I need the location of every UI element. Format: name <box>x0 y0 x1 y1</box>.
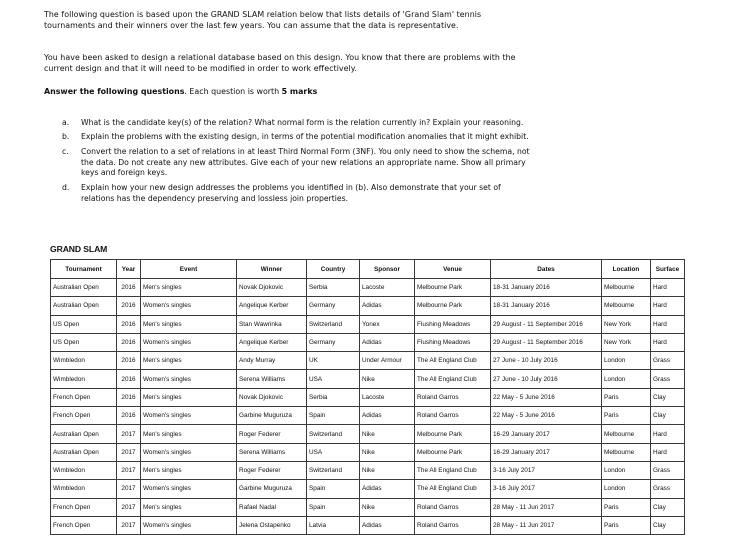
table-row <box>51 315 685 333</box>
table-header-row <box>51 260 685 279</box>
cell-winner: Serena Williams <box>237 443 307 461</box>
cell-surface: Clay <box>651 388 685 406</box>
table-row <box>51 407 685 425</box>
cell-sponsor: Nike <box>360 498 415 516</box>
cell-venue: Roland Garros <box>415 407 491 425</box>
cell-location: New York <box>602 333 651 351</box>
cell-year: 2016 <box>117 407 141 425</box>
table-title: GRAND SLAM <box>50 244 108 254</box>
cell-dates: 18-31 January 2016 <box>491 279 602 297</box>
cell-tournament: Wimbledon <box>51 480 117 498</box>
cell-country: USA <box>307 370 360 388</box>
cell-winner: Andy Murray <box>237 352 307 370</box>
cell-venue: Flushing Meadows <box>415 333 491 351</box>
cell-dates: 27 June - 10 July 2016 <box>491 352 602 370</box>
table-row <box>51 498 685 516</box>
cell-dates: 28 May - 11 Jun 2017 <box>491 516 602 534</box>
cell-surface: Grass <box>651 461 685 479</box>
cell-dates: 22 May - 5 June 2016 <box>491 388 602 406</box>
question-text: Explain the problems with the existing design, in terms of the potential modification anomalies that it might exhibit. <box>81 132 529 142</box>
cell-year: 2016 <box>117 297 141 315</box>
grand-slam-table <box>50 259 685 535</box>
cell-country: Spain <box>307 407 360 425</box>
cell-winner: Rafael Nadal <box>237 498 307 516</box>
cell-country: Germany <box>307 333 360 351</box>
cell-sponsor: Adidas <box>360 407 415 425</box>
cell-venue: The All England Club <box>415 461 491 479</box>
cell-sponsor: Nike <box>360 425 415 443</box>
cell-venue: The All England Club <box>415 352 491 370</box>
cell-location: London <box>602 370 651 388</box>
cell-sponsor: Under Armour <box>360 352 415 370</box>
cell-surface: Grass <box>651 480 685 498</box>
cell-sponsor: Yonex <box>360 315 415 333</box>
table-row <box>51 480 685 498</box>
cell-winner: Garbine Muguruza <box>237 480 307 498</box>
column-header-location: Location <box>602 260 651 279</box>
cell-winner: Serena Williams <box>237 370 307 388</box>
cell-surface: Hard <box>651 297 685 315</box>
cell-country: Latvia <box>307 516 360 534</box>
column-header-venue: Venue <box>415 260 491 279</box>
cell-dates: 16-29 January 2017 <box>491 425 602 443</box>
table-row <box>51 443 685 461</box>
cell-tournament: Wimbledon <box>51 352 117 370</box>
cell-surface: Hard <box>651 279 685 297</box>
cell-location: New York <box>602 315 651 333</box>
cell-dates: 27 June - 10 July 2016 <box>491 370 602 388</box>
cell-tournament: Australian Open <box>51 279 117 297</box>
cell-winner: Roger Federer <box>237 425 307 443</box>
cell-surface: Clay <box>651 407 685 425</box>
cell-event: Men's singles <box>141 388 237 406</box>
cell-location: Paris <box>602 498 651 516</box>
cell-sponsor: Nike <box>360 443 415 461</box>
cell-location: Paris <box>602 516 651 534</box>
cell-surface: Grass <box>651 370 685 388</box>
cell-year: 2016 <box>117 352 141 370</box>
cell-tournament: Australian Open <box>51 425 117 443</box>
cell-country: Switzerland <box>307 425 360 443</box>
cell-dates: 29 August - 11 September 2016 <box>491 315 602 333</box>
question-text: Convert the relation to a set of relations in at least Third Normal Form (3NF). You only need to show the schema, not the data. Do not create any new attributes. Give each of your new relations an appropriate name. Show all primary keys and foreign keys. <box>81 146 530 178</box>
cell-year: 2016 <box>117 315 141 333</box>
cell-country: Switzerland <box>307 461 360 479</box>
cell-venue: The All England Club <box>415 480 491 498</box>
cell-event: Women's singles <box>141 407 237 425</box>
instructions-rest: . Each question is worth <box>184 87 282 96</box>
cell-winner: Roger Federer <box>237 461 307 479</box>
cell-tournament: French Open <box>51 516 117 534</box>
table-row <box>51 370 685 388</box>
cell-event: Women's singles <box>141 333 237 351</box>
question-letter: c. <box>62 146 69 156</box>
cell-location: Melbourne <box>602 297 651 315</box>
column-header-sponsor: Sponsor <box>360 260 415 279</box>
cell-dates: 28 May - 11 Jun 2017 <box>491 498 602 516</box>
cell-winner: Jelena Ostapenko <box>237 516 307 534</box>
cell-location: Melbourne <box>602 425 651 443</box>
cell-year: 2017 <box>117 425 141 443</box>
cell-sponsor: Lacoste <box>360 279 415 297</box>
question-item <box>62 183 532 205</box>
column-header-dates: Dates <box>491 260 602 279</box>
question-letter: a. <box>62 118 70 127</box>
question-item <box>62 118 532 129</box>
table-row <box>51 388 685 406</box>
table-row <box>51 461 685 479</box>
cell-sponsor: Adidas <box>360 480 415 498</box>
cell-location: Melbourne <box>602 279 651 297</box>
question-list <box>62 118 532 208</box>
intro-paragraph-2: You have been asked to design a relational database based on this design. You know that there are problems with the current design and that it will need to be modified in order to work effectively. <box>44 53 516 74</box>
cell-event: Men's singles <box>141 461 237 479</box>
question-item <box>62 132 532 143</box>
cell-tournament: US Open <box>51 315 117 333</box>
cell-sponsor: Nike <box>360 370 415 388</box>
cell-venue: Flushing Meadows <box>415 315 491 333</box>
table-row <box>51 425 685 443</box>
cell-venue: Melbourne Park <box>415 297 491 315</box>
cell-dates: 3-16 July 2017 <box>491 480 602 498</box>
cell-location: London <box>602 461 651 479</box>
cell-venue: Roland Garros <box>415 516 491 534</box>
column-header-winner: Winner <box>237 260 307 279</box>
cell-sponsor: Adidas <box>360 333 415 351</box>
cell-event: Women's singles <box>141 297 237 315</box>
cell-winner: Angelique Kerber <box>237 297 307 315</box>
cell-dates: 22 May - 5 June 2016 <box>491 407 602 425</box>
cell-venue: Roland Garros <box>415 388 491 406</box>
cell-year: 2017 <box>117 480 141 498</box>
table-row <box>51 279 685 297</box>
cell-dates: 3-16 July 2017 <box>491 461 602 479</box>
cell-surface: Hard <box>651 315 685 333</box>
column-header-year: Year <box>117 260 141 279</box>
cell-venue: Roland Garros <box>415 498 491 516</box>
cell-event: Women's singles <box>141 443 237 461</box>
cell-dates: 18-31 January 2016 <box>491 297 602 315</box>
question-text: Explain how your new design addresses the problems you identified in (b). Also demonstrate that your set of relations has the dependency preserving and lossless join properties. <box>81 182 501 203</box>
column-header-surface: Surface <box>651 260 685 279</box>
cell-year: 2016 <box>117 333 141 351</box>
question-text: What is the candidate key(s) of the relation? What normal form is the relation currently in? Explain your reasoning. <box>81 118 524 127</box>
cell-year: 2017 <box>117 498 141 516</box>
table-row <box>51 333 685 351</box>
cell-surface: Grass <box>651 352 685 370</box>
cell-surface: Hard <box>651 333 685 351</box>
cell-country: Spain <box>307 498 360 516</box>
cell-tournament: Australian Open <box>51 297 117 315</box>
cell-country: UK <box>307 352 360 370</box>
cell-dates: 29 August - 11 September 2016 <box>491 333 602 351</box>
cell-tournament: US Open <box>51 333 117 351</box>
cell-sponsor: Adidas <box>360 516 415 534</box>
cell-sponsor: Adidas <box>360 297 415 315</box>
cell-location: Melbourne <box>602 443 651 461</box>
cell-tournament: French Open <box>51 498 117 516</box>
cell-surface: Clay <box>651 516 685 534</box>
cell-country: USA <box>307 443 360 461</box>
instructions-bold: Answer the following questions <box>44 87 185 96</box>
cell-winner: Garbine Muguruza <box>237 407 307 425</box>
cell-tournament: Wimbledon <box>51 370 117 388</box>
cell-event: Women's singles <box>141 480 237 498</box>
cell-surface: Hard <box>651 425 685 443</box>
cell-country: Serbia <box>307 388 360 406</box>
cell-winner: Stan Wawrinka <box>237 315 307 333</box>
cell-event: Men's singles <box>141 279 237 297</box>
cell-event: Men's singles <box>141 498 237 516</box>
cell-dates: 16-29 January 2017 <box>491 443 602 461</box>
cell-location: Paris <box>602 407 651 425</box>
cell-surface: Hard <box>651 443 685 461</box>
intro-paragraph-1: The following question is based upon the GRAND SLAM relation below that lists details of 'Grand Slam' tennis tournaments and their winners over the last few years. You can assume that the data is representative. <box>44 10 482 31</box>
table-row <box>51 297 685 315</box>
cell-event: Men's singles <box>141 425 237 443</box>
cell-year: 2017 <box>117 443 141 461</box>
cell-year: 2016 <box>117 370 141 388</box>
table-body <box>51 279 685 535</box>
cell-location: London <box>602 480 651 498</box>
cell-winner: Angelique Kerber <box>237 333 307 351</box>
cell-venue: The All England Club <box>415 370 491 388</box>
cell-winner: Novak Djokovic <box>237 388 307 406</box>
cell-tournament: French Open <box>51 388 117 406</box>
column-header-tournament: Tournament <box>51 260 117 279</box>
cell-country: Switzerland <box>307 315 360 333</box>
cell-year: 2016 <box>117 279 141 297</box>
table-row <box>51 516 685 534</box>
cell-sponsor: Nike <box>360 461 415 479</box>
cell-tournament: French Open <box>51 407 117 425</box>
cell-country: Germany <box>307 297 360 315</box>
cell-sponsor: Lacoste <box>360 388 415 406</box>
cell-country: Serbia <box>307 279 360 297</box>
column-header-country: Country <box>307 260 360 279</box>
column-header-event: Event <box>141 260 237 279</box>
cell-venue: Melbourne Park <box>415 279 491 297</box>
cell-location: London <box>602 352 651 370</box>
cell-event: Men's singles <box>141 315 237 333</box>
cell-event: Women's singles <box>141 370 237 388</box>
cell-winner: Novak Djokovic <box>237 279 307 297</box>
instructions-marks: 5 marks <box>281 87 318 96</box>
cell-tournament: Australian Open <box>51 443 117 461</box>
question-letter: b. <box>62 132 70 142</box>
cell-location: Paris <box>602 388 651 406</box>
instructions <box>44 86 317 97</box>
question-item <box>62 147 532 179</box>
cell-tournament: Wimbledon <box>51 461 117 479</box>
cell-year: 2017 <box>117 516 141 534</box>
cell-venue: Melbourne Park <box>415 425 491 443</box>
cell-event: Women's singles <box>141 516 237 534</box>
cell-surface: Clay <box>651 498 685 516</box>
cell-venue: Melbourne Park <box>415 443 491 461</box>
cell-country: Spain <box>307 480 360 498</box>
question-letter: d. <box>62 182 70 192</box>
cell-year: 2016 <box>117 388 141 406</box>
cell-year: 2017 <box>117 461 141 479</box>
cell-event: Men's singles <box>141 352 237 370</box>
table-row <box>51 352 685 370</box>
